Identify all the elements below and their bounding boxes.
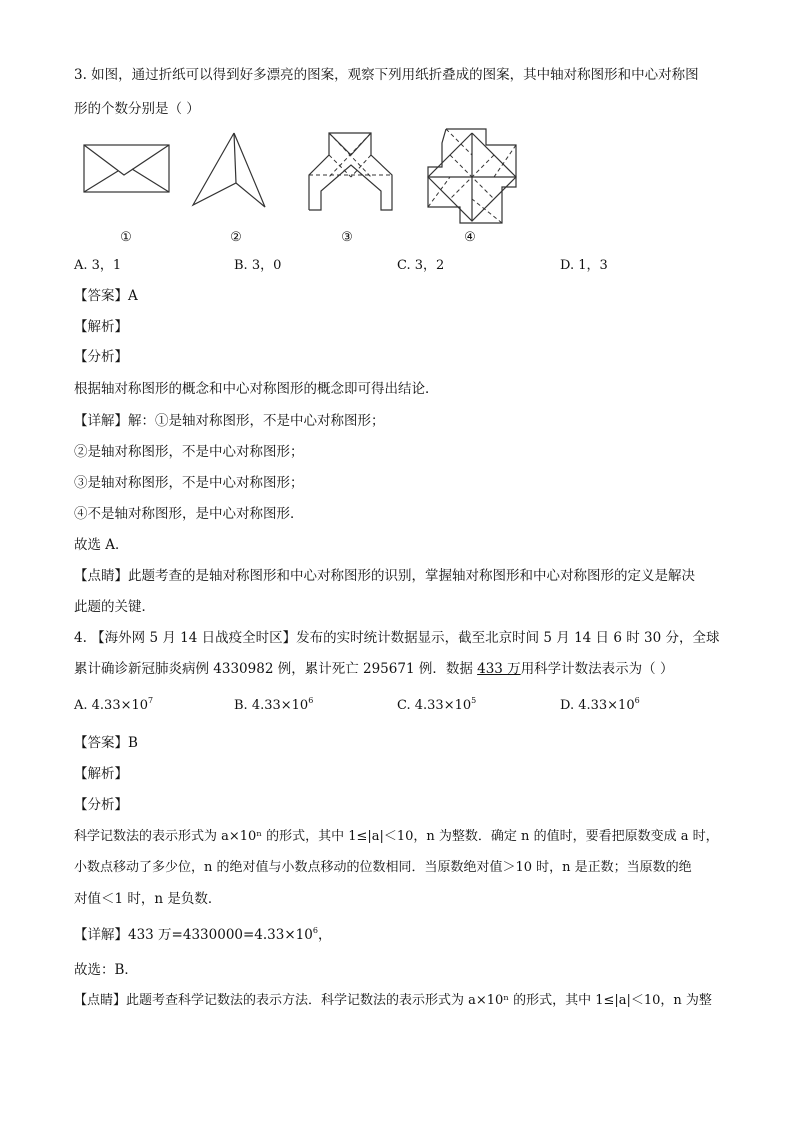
q4-option-a-exp: 7 [148,696,154,705]
q4-stem-line2 [74,660,673,678]
q4-detail-prefix: 【详解】433 万=4330000=4.33×10 [74,927,313,943]
q3-comment-line1: 【点睛】此题考查的是轴对称图形和中心对称图形的识别，掌握轴对称图形和中心对称图形的定义是解决 [74,568,695,584]
q3-option-c[interactable]: C. 3，2 [397,258,445,273]
q3-comment-line2: 此题的关键． [74,599,155,615]
q4-analysis-head: 【分析】 [74,797,128,813]
envelope-figure [80,125,172,195]
q3-choose: 故选 A． [74,537,129,553]
q4-option-d[interactable] [560,697,640,715]
folded-pattern-4 [420,125,522,227]
q3-analysis-head: 【分析】 [74,349,128,365]
q4-option-b[interactable] [234,697,313,715]
q4-option-d-base: D. 4.33×10 [560,698,635,713]
q3-detail-3: ③是轴对称图形，不是中心对称图形； [74,475,304,491]
q4-analysis-line3: 对值＜1 时，n 是负数． [74,891,222,907]
q4-detail-suffix: ， [317,927,332,943]
q3-detail-2: ②是轴对称图形，不是中心对称图形； [74,444,304,460]
q3-answer: 【答案】A [74,288,138,304]
q3-analysis-text: 根据轴对称图形的概念和中心对称图形的概念即可得出结论． [74,381,439,397]
q4-option-b-exp: 6 [308,696,314,705]
q4-choose: 故选：B． [74,962,138,978]
q4-option-c-exp: 5 [471,696,477,705]
kite-figure [190,125,270,215]
q4-option-c[interactable] [397,697,476,715]
q4-stem-line2-before: 累计确诊新冠肺炎病例 4330982 例，累计死亡 295671 例．数据 [74,661,478,677]
q3-detail-1: 【详解】解：①是轴对称图形，不是中心对称图形； [74,413,385,429]
figure-label-2: ② [230,230,242,245]
q3-option-b[interactable]: B. 3，0 [234,258,282,273]
q4-stem-line2-after: 用科学计数法表示为（ ） [520,661,674,677]
q4-detail-exp: 6 [312,926,318,935]
q4-stem-line1: 4. 【海外网 5 月 14 日战疫全时区】发布的实时统计数据显示，截至北京时间 5 月 14 日 6 时 30 分，全球 [74,630,720,646]
q4-analysis-line1: 科学记数法的表示形式为 a×10ⁿ 的形式，其中 1≤|a|＜10，n 为整数．确定 n 的值时，要看把原数变成 a 时， [74,829,719,844]
folded-pattern-3 [305,125,397,217]
q4-comment-line1: 【点睛】此题考查科学记数法的表示方法．科学记数法的表示形式为 a×10ⁿ 的形式，其中 1≤|a|＜10，n 为整 [74,993,712,1008]
q3-option-d[interactable]: D. 1，3 [560,258,608,273]
q4-stem-underlined: 433 万 [477,661,521,677]
q4-answer: 【答案】B [74,735,138,751]
q4-analysis-tag: 【解析】 [74,766,128,782]
figure-label-1: ① [120,230,132,245]
q4-option-d-exp: 6 [634,696,640,705]
q4-option-a-base: A. 4.33×10 [74,698,149,713]
figure-label-3: ③ [341,230,353,245]
q4-option-a[interactable] [74,697,153,715]
q4-analysis-line2: 小数点移动了多少位，n 的绝对值与小数点移动的位数相同．当原数绝对值＞10 时，n 是正数；当原数的绝 [74,860,692,875]
q4-detail [74,926,331,944]
q3-stem-line2: 形的个数分别是（ ） [74,101,200,117]
q3-figures [80,125,540,247]
q3-analysis-tag: 【解析】 [74,319,128,335]
figure-label-4: ④ [464,230,476,245]
q3-stem-line1: 3. 如图，通过折纸可以得到好多漂亮的图案，观察下列用纸折叠成的图案，其中轴对称图形和中心对称图 [74,67,699,83]
q4-option-b-base: B. 4.33×10 [234,698,309,713]
q3-option-a[interactable]: A. 3，1 [74,258,122,273]
q3-detail-4: ④不是轴对称图形，是中心对称图形． [74,506,304,522]
q4-option-c-base: C. 4.33×10 [397,698,472,713]
